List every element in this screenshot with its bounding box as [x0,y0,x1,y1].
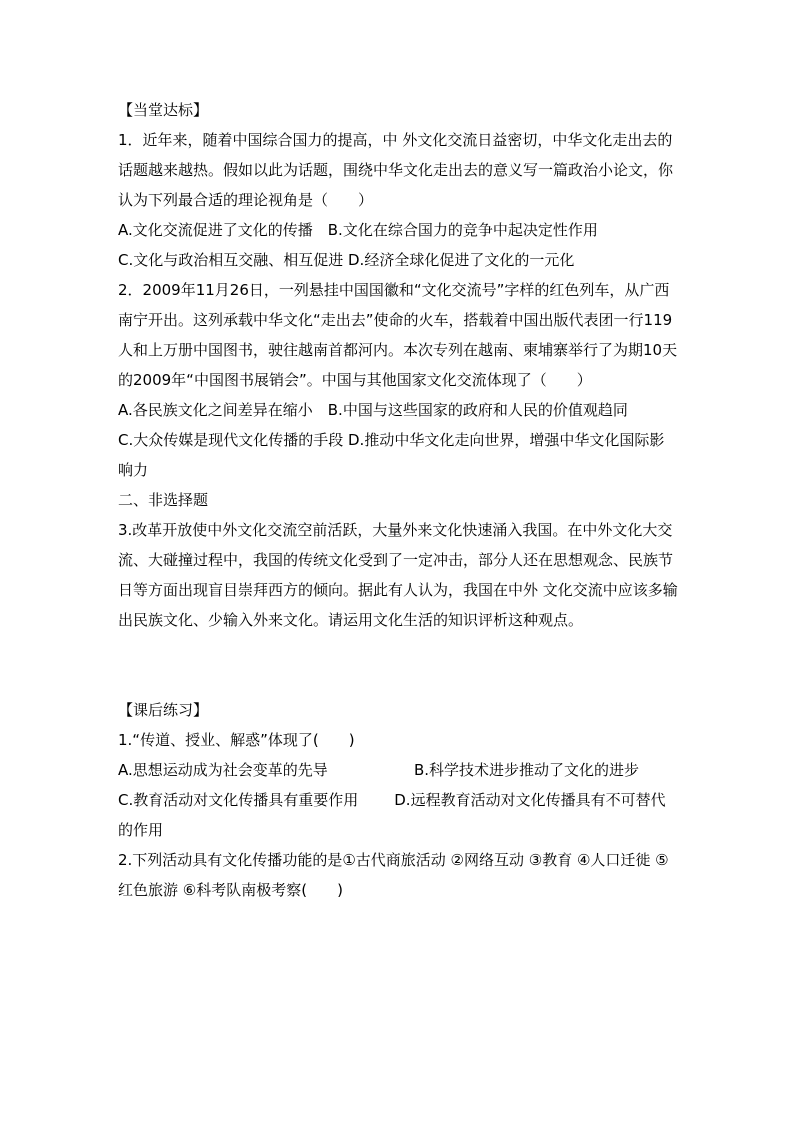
question-1-stem: 1．近年来，随着中国综合国力的提高，中 外文化交流日益密切，中华文化走出去的话题越来越热。假如以此为话题，围绕中华文化走出去的意义写一篇政治小论文，你认为下列最合适的理论视角是（ ） [118,131,674,209]
question-2-options-cd: C.大众传媒是现代文化传播的手段 D.推动中华文化走向世界，增强中华文化国际影响力 [118,431,665,479]
sub-heading-non-choice: 二、非选择题 [118,491,209,509]
homework-option-b: B.科学技术进步推动了文化的进步 [414,761,640,779]
question-1-options-cd: C.文化与政治相互交融、相互促进 D.经济全球化促进了文化的一元化 [118,251,575,269]
spacer [118,635,678,695]
question-2-stem: 2．2009年11月26日，一列悬挂中国国徽和“文化交流号”字样的红色列车，从广西南宁开出。这列承载中华文化“走出去”使命的火车，搭载着中国出版代表团一行119人和上万册中国图书，驶往越南首都河内。本次专列在越南、柬埔寨举行了为期10天的2009年“中国图书展销会”。中国与其他国家文化交流体现了（ ） [118,281,678,389]
document-page [118,95,678,905]
section-heading-in-class: 【当堂达标】 [118,101,209,119]
question-2-options-ab: A.各民族文化之间差异在缩小 B.中国与这些国家的政府和人民的价值观趋同 [118,401,628,419]
question-1-options-ab: A.文化交流促进了文化的传播 B.文化在综合国力的竞争中起决定性作用 [118,221,598,239]
homework-option-c: C.教育活动对文化传播具有重要作用 [118,791,359,809]
homework-option-a: A.思想运动成为社会变革的先导 [118,761,328,779]
homework-question-1-options-cd [118,785,678,845]
homework-question-1-options-ab [118,755,678,785]
homework-question-1-stem: 1.“传道、授业、解惑”体现了( ) [118,731,355,749]
homework-question-2-stem: 2.下列活动具有文化传播功能的是①古代商旅活动 ②网络互动 ③教育 ④人口迁徙 ⑤红色旅游 ⑥科考队南极考察( ) [118,851,669,899]
section-heading-after-class: 【课后练习】 [118,701,209,719]
homework-option-d: D.远程教育活动对文化传播具有不可替代的作用 [118,791,666,839]
question-3-stem: 3.改革开放使中外文化交流空前活跃，大量外来文化快速涌入我国。在中外文化大交流、大碰撞过程中，我国的传统文化受到了一定冲击，部分人还在思想观念、民族节日等方面出现盲目崇拜西方的倾向。据此有人认为，我国在中外 文化交流中应该多输出民族文化、少输入外来文化。请运用文化生活的知识评析这种观点。 [118,521,678,629]
